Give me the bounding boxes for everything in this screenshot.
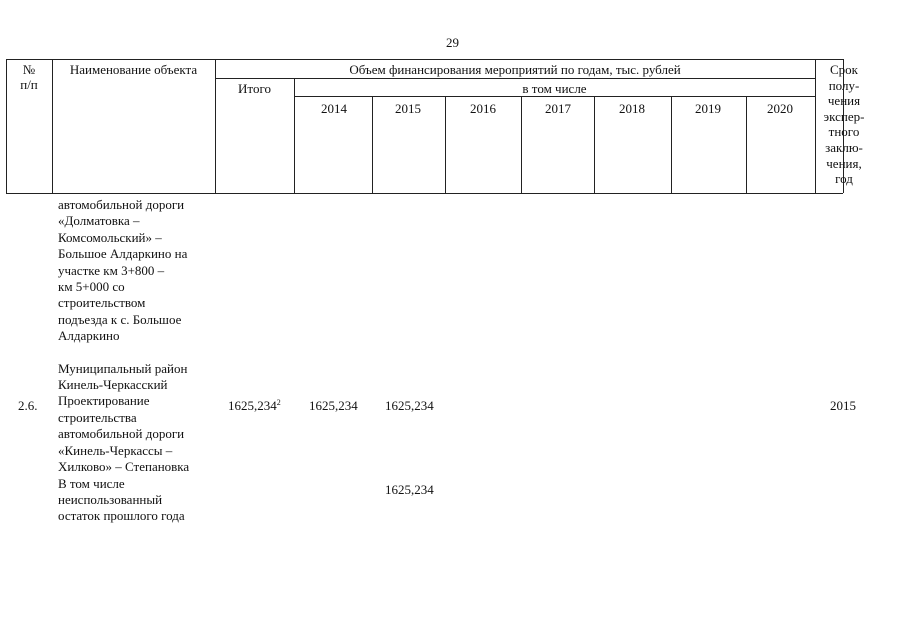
value-2014: 1625,234 (309, 398, 358, 413)
header-num (6, 62, 52, 92)
object-name-line: остаток прошлого года (58, 508, 185, 524)
footnote-mark: 2 (276, 398, 281, 407)
object-name-line: автомобильной дороги (58, 197, 185, 212)
object-name-line: строительства (58, 409, 137, 425)
value-2015: 1625,234 (385, 398, 434, 413)
object-name-line: км 5+000 со (58, 279, 125, 295)
header-term-line: чения (827, 93, 861, 109)
header-term-line: полу- (828, 77, 860, 93)
object-name-line: Большое Алдаркино на (58, 246, 188, 262)
header-year-2015: 2015 (395, 101, 421, 116)
object-name-column (58, 197, 218, 525)
header-year-2016: 2016 (470, 101, 496, 116)
object-name-line: Комсомольский» – (58, 229, 162, 245)
object-name-line: «Кинель-Черкассы – (58, 442, 173, 458)
header-year-2017: 2017 (545, 101, 571, 116)
header-term-line: экспер- (823, 108, 865, 124)
object-name-line: участке км 3+800 – (58, 262, 165, 278)
object-name-line: Проектирование (58, 393, 150, 409)
header-year-2014: 2014 (321, 101, 347, 116)
header-total: Итого (238, 81, 271, 96)
object-name-line: Кинель-Черкасский (58, 377, 168, 393)
object-name-line: «Долматовка – (58, 213, 140, 229)
header-num-line: № (22, 62, 36, 77)
header-term (815, 62, 873, 187)
object-name-line: строительством (58, 295, 146, 311)
object-name-line: неиспользованный (58, 491, 163, 507)
object-name-line: Муниципальный район (58, 360, 188, 376)
object-name-line: автомобильной дороги (58, 426, 185, 442)
header-year-2018: 2018 (619, 101, 645, 116)
row-spacer (58, 345, 218, 361)
object-name-line: подъезда к с. Большое (58, 311, 182, 327)
header-name: Наименование объекта (69, 62, 198, 77)
page-number: 29 (446, 35, 459, 50)
header-year-2019: 2019 (695, 101, 721, 116)
header-term-line: год (835, 171, 853, 187)
total-value (228, 398, 281, 413)
header-num-line: п/п (20, 77, 38, 92)
term-value: 2015 (830, 398, 856, 413)
row-number: 2.6. (18, 398, 38, 413)
header-including: в том числе (522, 81, 587, 96)
object-name-line: Хилково» – Степановка (58, 459, 190, 475)
total-amount: 1625,234 (228, 398, 277, 413)
header-term-line: чения, (826, 155, 862, 171)
header-year-2020: 2020 (767, 101, 793, 116)
object-name-line: В том числе (58, 475, 125, 491)
header-term-line: заклю- (825, 139, 863, 155)
header-term-line: тного (828, 124, 860, 140)
including-value-2015: 1625,234 (385, 482, 434, 497)
header-term-line: Срок (830, 62, 858, 77)
object-name-line: Алдаркино (58, 328, 120, 344)
header-volume: Объем финансирования мероприятий по годам, тыс. рублей (349, 62, 681, 77)
